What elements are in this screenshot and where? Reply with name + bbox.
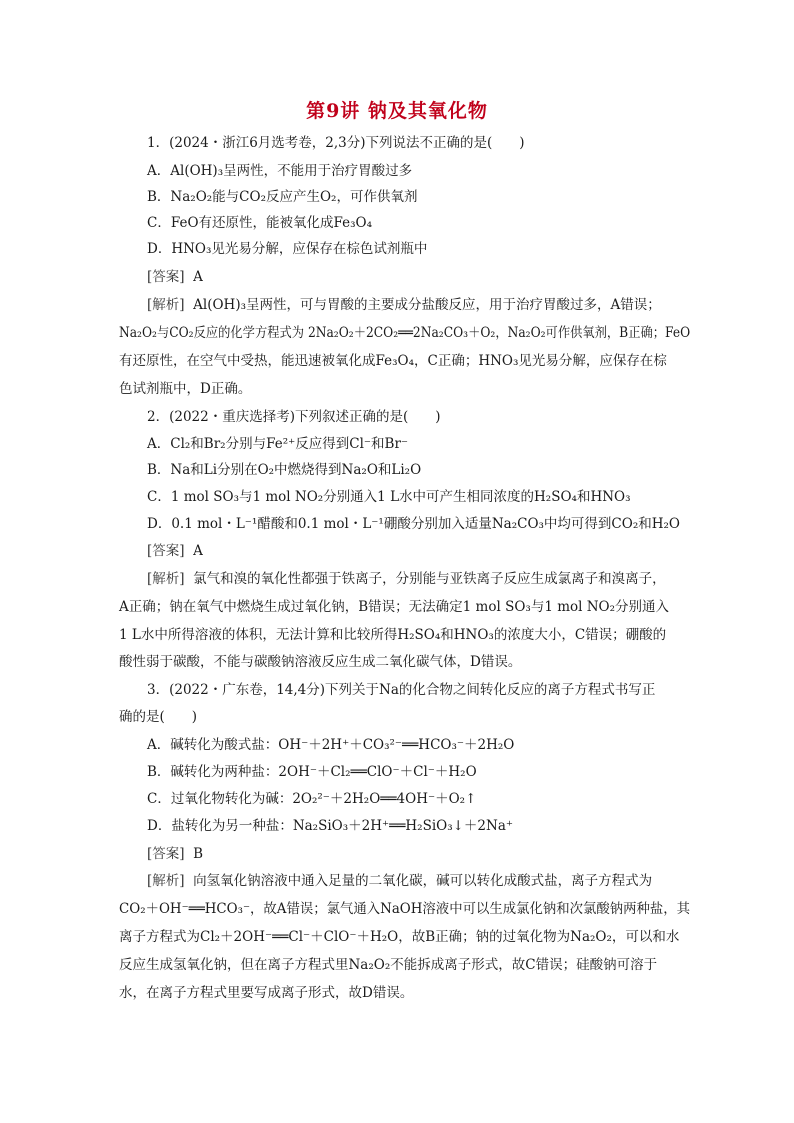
answer-tag: [答案]	[147, 269, 185, 285]
q2-analysis-line-3: 1 L水中所得溶液的体积，无法计算和比较所得H₂SO₄和HNO₃的浓度大小，C错误；硼酸的	[119, 627, 667, 643]
answer-tag: [答案]	[147, 846, 185, 862]
page-title: 第9讲 钠及其氧化物	[306, 100, 488, 122]
q1-analysis-line-1: [解析] Al(OH)₃呈两性，可与胃酸的主要成分盐酸反应，用于治疗胃酸过多，A错误；	[147, 297, 661, 313]
q1-option-b: B．Na₂O₂能与CO₂反应产生O₂，可作供氧剂	[147, 189, 418, 205]
q3-analysis-line-5: 水，在离子方程式里要写成离子形式，故D错误。	[119, 985, 414, 1001]
q1-option-d: D．HNO₃见光易分解，应保存在棕色试剂瓶中	[147, 241, 428, 257]
answer-value: B	[193, 846, 204, 862]
q3-analysis-line-4: 反应生成氢氧化钠，但在离子方程式里Na₂O₂不能拆成离子形式，故C错误；硅酸钠可溶于	[119, 957, 658, 973]
q2-option-c: C．1 mol SO₃与1 mol NO₂分别通入1 L水中可产生相同浓度的H₂SO₄和HNO₃	[147, 489, 631, 505]
q2-option-d: D．0.1 mol・L⁻¹醋酸和0.1 mol・L⁻¹硼酸分别加入适量Na₂CO₃中均可得到CO₂和H₂O	[147, 516, 680, 532]
answer-value: A	[193, 269, 203, 285]
q3-option-d: D．盐转化为另一种盐：Na₂SiO₃＋2H⁺══H₂SiO₃↓＋2Na⁺	[147, 818, 514, 834]
q3-option-a: A．碱转化为酸式盐：OH⁻＋2H⁺＋CO₃²⁻══HCO₃⁻＋2H₂O	[147, 737, 515, 753]
q3-stem-line-1: 3．(2022・广东卷，14,4分)下列关于Na的化合物之间转化反应的离子方程式书写正	[147, 682, 656, 698]
q1-analysis-line-4: 色试剂瓶中，D正确。	[119, 381, 252, 397]
analysis-tag: [解析]	[147, 571, 185, 587]
q3-stem-line-2: 确的是( )	[119, 709, 198, 725]
q3-option-b: B．碱转化为两种盐：2OH⁻＋Cl₂══ClO⁻＋Cl⁻＋H₂O	[147, 764, 477, 780]
q3-analysis-line-3: 离子方程式为Cl₂＋2OH⁻══Cl⁻＋ClO⁻＋H₂O，故B正确；钠的过氧化物为Na₂O₂，可以和水	[119, 929, 680, 945]
q2-analysis-line-2: A正确；钠在氧气中燃烧生成过氧化钠，B错误；无法确定1 mol SO₃与1 mol NO₂分别通入	[119, 599, 670, 615]
answer-tag: [答案]	[147, 543, 185, 559]
q3-option-c: C．过氧化物转化为碱：2O₂²⁻＋2H₂O══4OH⁻＋O₂↑	[147, 791, 477, 807]
q1-option-a: A．Al(OH)₃呈两性，不能用于治疗胃酸过多	[147, 163, 413, 179]
answer-value: A	[193, 543, 203, 559]
q1-analysis-line-2: Na₂O₂与CO₂反应的化学方程式为 2Na₂O₂＋2CO₂══2Na₂CO₃＋O₂，Na₂O₂可作供氧剂，B正确；FeO	[119, 325, 691, 341]
q1-option-c: C．FeO有还原性，能被氧化成Fe₃O₄	[147, 215, 373, 231]
q3-analysis-line-2: CO₂＋OH⁻══HCO₃⁻，故A错误；氯气通入NaOH溶液中可以生成氯化钠和次氯酸钠两种盐，其	[119, 901, 691, 917]
q3-analysis-line-1: [解析] 向氢氧化钠溶液中通入足量的二氧化碳，碱可以转化成酸式盐，离子方程式为	[147, 873, 653, 889]
q2-analysis-line-1: [解析] 氯气和溴的氧化性都强于铁离子，分别能与亚铁离子反应生成氯离子和溴离子，	[147, 571, 666, 587]
q1-analysis-line-3: 有还原性，在空气中受热，能迅速被氧化成Fe₃O₄，C正确；HNO₃见光易分解，应保存在棕	[119, 353, 667, 369]
q2-stem: 2．(2022・重庆选择考)下列叙述正确的是( )	[147, 409, 441, 425]
analysis-tag: [解析]	[147, 873, 185, 889]
q3-answer	[147, 845, 203, 863]
analysis-tag: [解析]	[147, 297, 185, 313]
q2-answer	[147, 542, 203, 560]
q1-stem: 1．(2024・浙江6月选考卷，2,3分)下列说法不正确的是( )	[147, 135, 525, 151]
q2-analysis-line-4: 酸性弱于碳酸，不能与碳酸钠溶液反应生成二氧化碳气体，D错误。	[119, 654, 522, 670]
q2-option-a: A．Cl₂和Br₂分别与Fe²⁺反应得到Cl⁻和Br⁻	[147, 436, 409, 452]
q1-answer	[147, 268, 203, 286]
q2-option-b: B．Na和Li分别在O₂中燃烧得到Na₂O和Li₂O	[147, 462, 422, 478]
